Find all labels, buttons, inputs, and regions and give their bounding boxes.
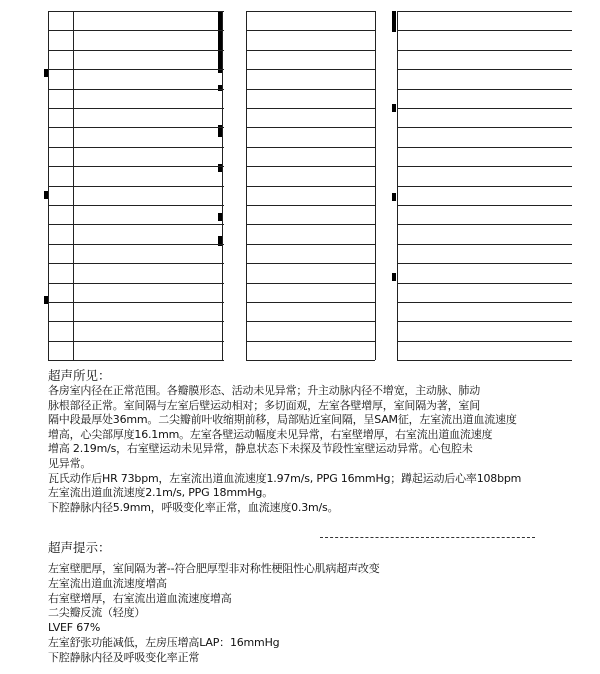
findings-title: 超声所见： [48,368,111,383]
row-line [397,11,572,12]
row-line [48,166,224,167]
row-line [397,50,572,51]
row-line [48,147,224,148]
section-divider [320,537,535,539]
row-line [48,341,224,342]
row-line [397,263,572,264]
row-line [246,224,375,225]
findings-line: 脉根部径正常。室间隔与左室后壁运动相对；多切面观，左室各壁增厚，室间隔为著，室间 [48,398,480,412]
row-line [48,69,224,70]
row-line [246,244,375,245]
findings-line: 见异常。 [48,457,92,470]
row-line [48,244,224,245]
row-line [246,341,375,342]
row-line [48,186,224,187]
conclusion-line: 左室壁肥厚，室间隔为著--符合肥厚型非对称性梗阻性心肌病超声改变 [48,562,380,575]
row-line [48,108,224,109]
row-line [246,186,375,187]
row-line [48,360,224,361]
row-line [246,147,375,148]
group-divider [375,11,376,360]
row-line [48,50,224,51]
group-bar [44,69,48,77]
row-line [397,127,572,128]
row-line [246,302,375,303]
row-line [397,89,572,90]
row-line [397,283,572,284]
row-line [397,166,572,167]
row-line [246,11,375,12]
findings-line: 增高，心尖部厚度16.1mm。左室各壁运动幅度未见异常，右室壁增厚，右室流出道血流速度 [48,427,493,441]
row-line [246,321,375,322]
row-line [48,224,224,225]
conclusion-line: 下腔静脉内径及呼吸变化率正常 [48,650,200,664]
row-line [397,341,572,342]
row-line [397,244,572,245]
row-line [246,263,375,264]
row-line [246,89,375,90]
row-line [397,186,572,187]
row-line [246,69,375,70]
row-line [48,263,224,264]
row-line [246,30,375,31]
row-line [48,127,224,128]
row-line [246,205,375,206]
row-line [246,127,375,128]
row-line [48,30,224,31]
row-line [48,302,224,303]
findings-line: 左室流出道血流速度2.1m/s, PPG 18mmHg。 [48,486,274,500]
row-line [48,11,224,12]
conclusion-line: 左室流出道血流速度增高 [48,576,167,590]
group-bar [218,11,222,73]
row-line [48,321,224,322]
findings-line: 隔中段最厚处36mm。二尖瓣前叶收缩期前移，局部贴近室间隔，呈SAM征，左室流出道血流速度 [48,413,517,427]
findings-line: 增高 2.19m/s，右室壁运动未见异常，静息状态下未探及节段性室壁运动异常。心包腔未 [48,442,473,456]
group-bar [392,11,396,32]
row-line [246,283,375,284]
row-line [397,69,572,70]
row-line [397,147,572,148]
conclusion-line: 二尖瓣反流（轻度） [48,606,146,620]
row-line [397,321,572,322]
row-line [48,283,224,284]
group-bar [392,193,396,201]
row-line [48,205,224,206]
row-line [397,205,572,206]
conclusion-line: 右室壁增厚，右室流出道血流速度增高 [48,591,232,605]
group-bar [392,273,396,281]
row-line [246,108,375,109]
conclusion-title: 超声提示： [48,540,111,555]
row-line [246,166,375,167]
findings-line: 瓦氏动作后HR 73bpm，左室流出道血流速度1.97m/s, PPG 16mmHg；蹲起运动后心率108bpm [48,471,522,485]
row-line [397,360,572,361]
group-bar [44,191,48,199]
findings-line: 各房室内径在正常范围。各瓣膜形态、活动未见异常；升主动脉内径不增宽，主动脉、肺动 [48,384,480,397]
row-line [246,50,375,51]
conclusion-line: 左室舒张功能减低，左房压增高LAP：16mmHg [48,636,280,649]
row-line [246,360,375,361]
row-line [397,30,572,31]
group-bar [218,213,222,221]
row-line [397,108,572,109]
conclusion-line: LVEF 67% [48,621,101,635]
row-line [397,224,572,225]
row-line [48,89,224,90]
group-bar [392,104,396,112]
row-line [397,302,572,303]
findings-line: 下腔静脉内径5.9mm，呼吸变化率正常，血流速度0.3m/s。 [48,500,339,514]
